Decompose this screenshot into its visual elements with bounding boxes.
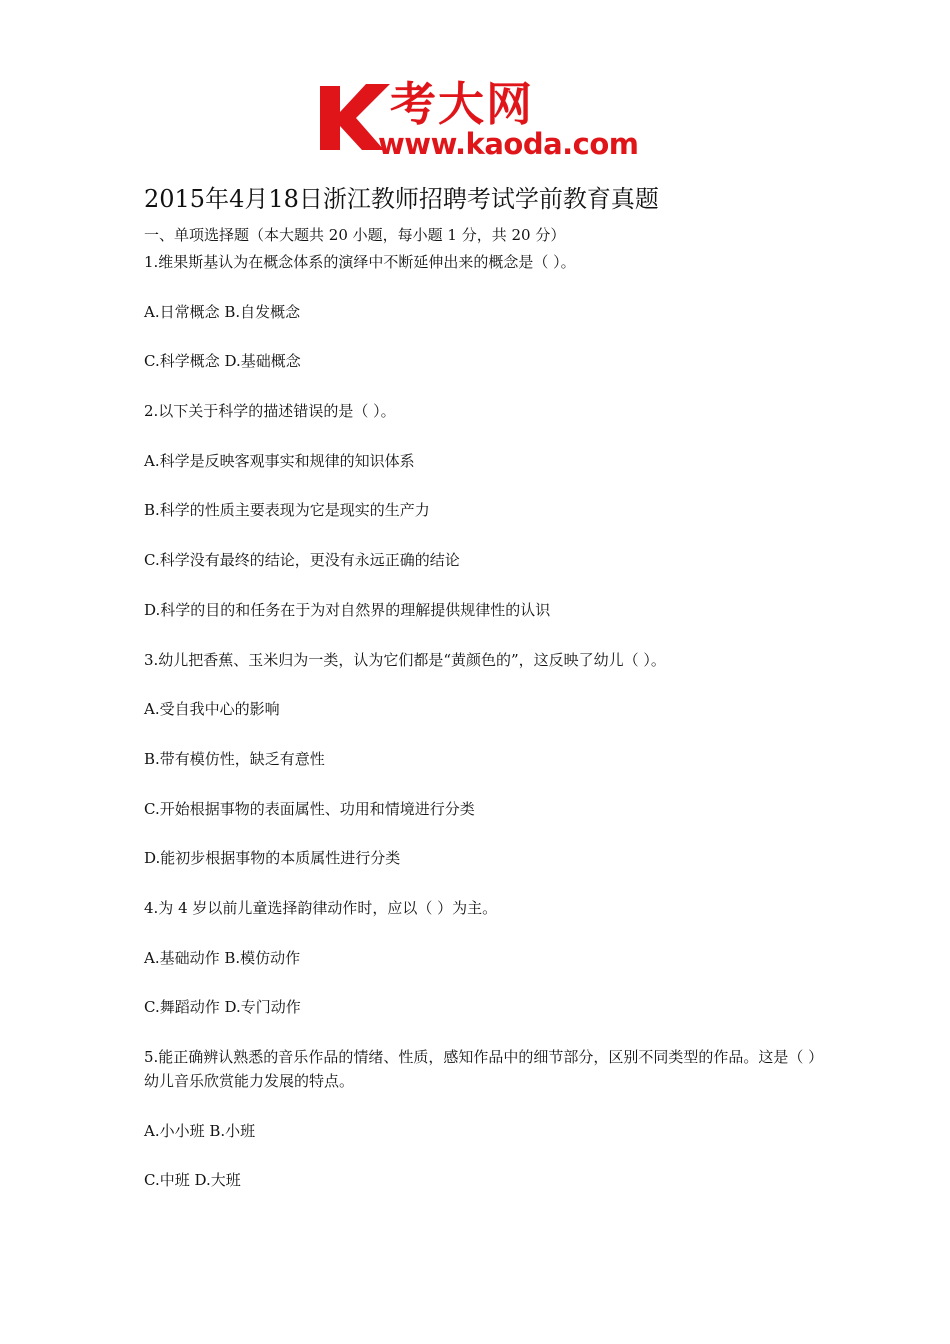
question-option: C.科学概念 D.基础概念 (144, 352, 301, 371)
question-stem: 4.为 4 岁以前儿童选择韵律动作时，应以（ ）为主。 (144, 898, 498, 917)
question-option: A.基础动作 B.模仿动作 (144, 948, 301, 967)
kaoda-logo (318, 78, 640, 160)
question-stem: 2.以下关于科学的描述错误的是（ ）。 (144, 402, 396, 421)
question-option: C.科学没有最终的结论，更没有永远正确的结论 (144, 551, 460, 570)
question-stem: 3.幼儿把香蕉、玉米归为一类，认为它们都是“黄颜色的”，这反映了幼儿（ ）。 (144, 650, 666, 669)
question-option: D.科学的目的和任务在于为对自然界的理解提供规律性的认识 (144, 600, 551, 619)
question-option: A.科学是反映客观事实和规律的知识体系 (144, 451, 415, 470)
question-option: C.中班 D.大班 (144, 1171, 241, 1190)
logo-url-text: www.kaoda.com (378, 127, 639, 161)
question-option: C.开始根据事物的表面属性、功用和情境进行分类 (144, 799, 475, 818)
question-option: D.能初步根据事物的本质属性进行分类 (144, 849, 401, 868)
page-title: 2015年4月18日浙江教师招聘考试学前教育真题 (144, 185, 659, 213)
question-list (144, 250, 834, 1218)
question-option: A.小小班 B.小班 (144, 1121, 256, 1140)
question-option: A.日常概念 B.自发概念 (144, 302, 301, 321)
question-option: B.带有模仿性，缺乏有意性 (144, 749, 325, 768)
question-option: B.科学的性质主要表现为它是现实的生产力 (144, 501, 430, 520)
question-option: C.舞蹈动作 D.专门动作 (144, 998, 301, 1017)
logo-chinese-text: 考大网 (390, 77, 534, 131)
question-option: A.受自我中心的影响 (144, 700, 280, 719)
section-heading: 一、单项选择题（本大题共 20 小题，每小题 1 分，共 20 分） (144, 226, 566, 244)
question-stem: 1.维果斯基认为在概念体系的演绎中不断延伸出来的概念是（ ）。 (144, 253, 576, 271)
question-stem: 5.能正确辨认熟悉的音乐作品的情绪、性质，感知作品中的细节部分，区别不同类型的作品。这是（ ）幼儿音乐欣赏能力发展的特点。 (144, 1048, 824, 1090)
